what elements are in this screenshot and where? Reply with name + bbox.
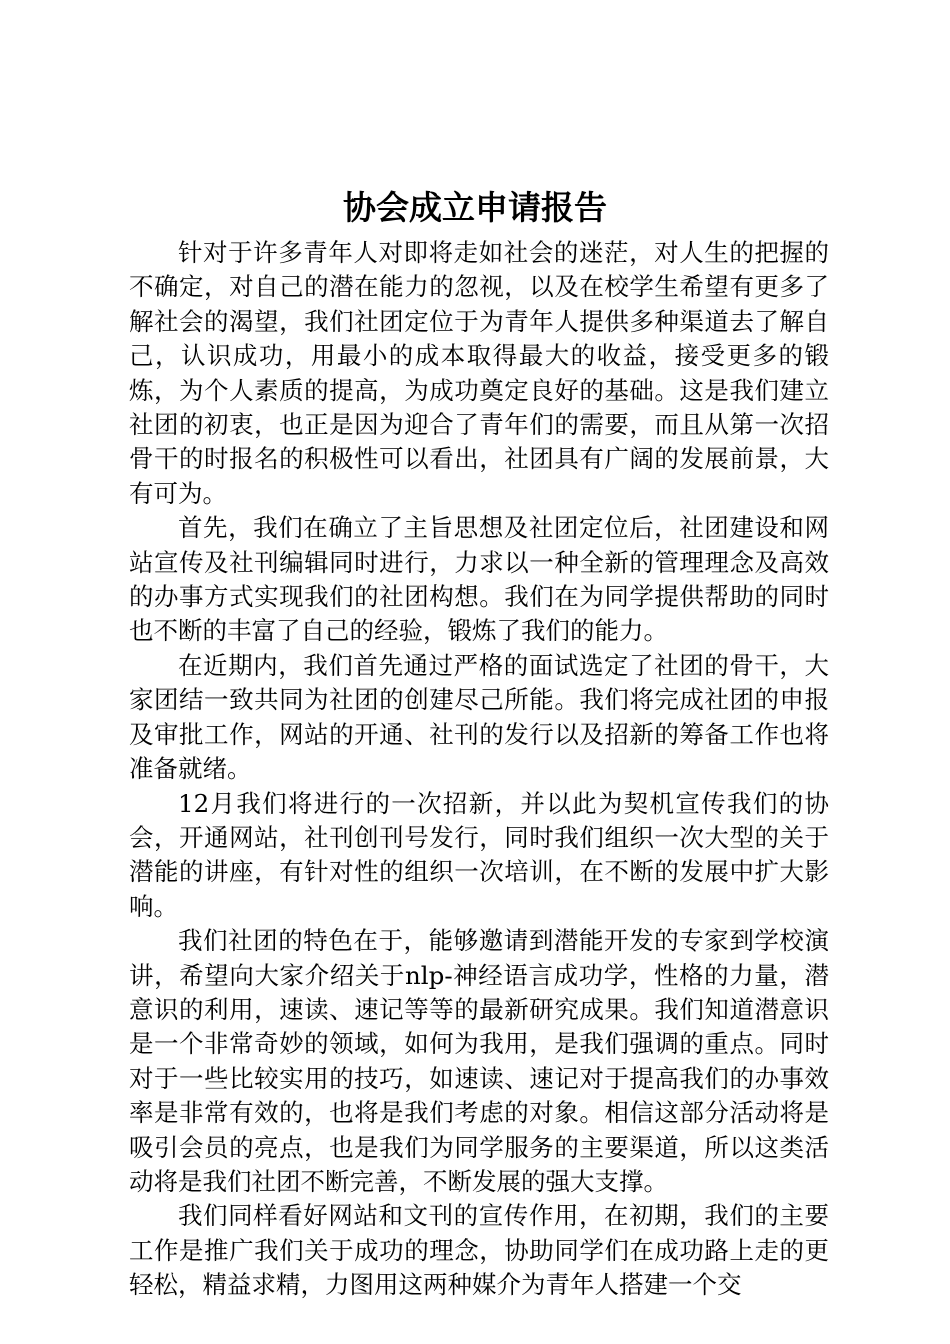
paragraph-4: 12月我们将进行的一次招新，并以此为契机宣传我们的协会，开通网站，社刊创刊号发行，同时我们组织一次大型的关于潜能的讲座，有针对性的组织一次培训，在不断的发展中扩大影响。 <box>129 788 829 921</box>
document-title: 协会成立申请报告 <box>343 188 607 227</box>
paragraph-5: 我们社团的特色在于，能够邀请到潜能开发的专家到学校演讲，希望向大家介绍关于nlp-神经语言成功学，性格的力量，潜意识的利用，速读、速记等等的最新研究成果。我们知道潜意识是一个非常奇妙的领域，如何为我用，是我们强调的重点。同时对于一些比较实用的技巧，如速读、速记对于提高我们的办事效率是非常有效的，也将是我们考虑的对象。相信这部分活动将是吸引会员的亮点，也是我们为同学服务的主要渠道，所以这类活动将是我们社团不断完善，不断发展的强大支撑。 <box>129 926 829 1196</box>
paragraph-6: 我们同样看好网站和文刊的宣传作用，在初期，我们的主要工作是推广我们关于成功的理念，协助同学们在成功路上走的更轻松，精益求精，力图用这两种媒介为青年人搭建一个交 <box>129 1201 829 1300</box>
paragraph-3: 在近期内，我们首先通过严格的面试选定了社团的骨干，大家团结一致共同为社团的创建尽己所能。我们将完成社团的申报及审批工作，网站的开通、社刊的发行以及招新的筹备工作也将准备就绪。 <box>129 650 829 784</box>
paragraph-1: 针对于许多青年人对即将走如社会的迷茫，对人生的把握的不确定，对自己的潜在能力的忽视，以及在校学生希望有更多了解社会的渴望，我们社团定位于为青年人提供多种渠道去了解自己，认识成功，用最小的成本取得最大的收益，接受更多的锻炼，为个人素质的提高，为成功奠定良好的基础。这是我们建立社团的初衷，也正是因为迎合了青年们的需要，而且从第一次招骨干的时报名的积极性可以看出，社团具有广阔的发展前景，大有可为。 <box>129 238 829 508</box>
paragraph-2: 首先，我们在确立了主旨思想及社团定位后，社团建设和网站宣传及社刊编辑同时进行，力求以一种全新的管理理念及高效的办事方式实现我们的社团构想。我们在为同学提供帮助的同时也不断的丰富了自己的经验，锻炼了我们的能力。 <box>129 513 829 646</box>
document-body <box>129 236 829 1303</box>
